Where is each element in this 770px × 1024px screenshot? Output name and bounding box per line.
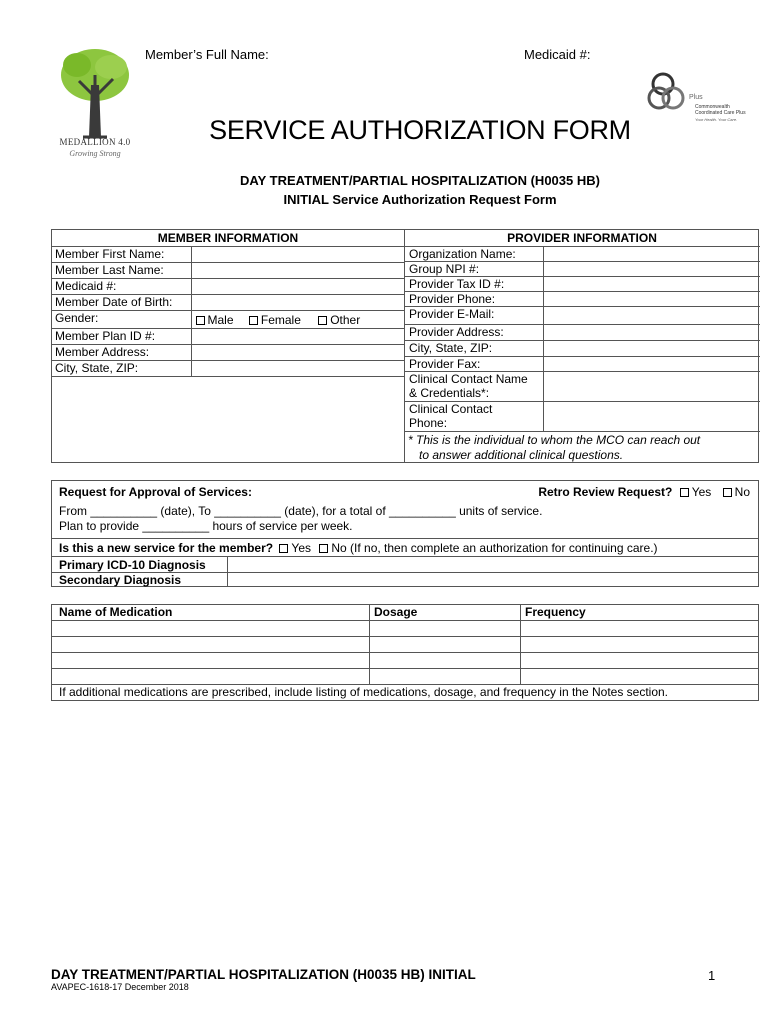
date-range-line[interactable]: From __________ (date), To __________ (date), for a total of __________ units of service. [59, 504, 543, 518]
provider-email-field[interactable] [544, 307, 761, 325]
medication-name-cell[interactable] [52, 621, 370, 637]
ccc-line2: Coordinated Care Plus [695, 110, 746, 116]
request-divider [52, 538, 758, 539]
member-dob-label: Member Date of Birth: [51, 295, 191, 311]
tax-id-label: Provider Tax ID #: [405, 277, 544, 292]
primary-dx-field[interactable] [228, 557, 758, 572]
page-title: SERVICE AUTHORIZATION FORM [209, 115, 631, 145]
member-last-name-field[interactable] [191, 263, 405, 279]
other-checkbox[interactable] [318, 316, 327, 325]
retro-review [538, 485, 750, 499]
retro-no-option[interactable]: No [723, 485, 750, 499]
hours-per-week-line[interactable]: Plan to provide __________ hours of service per week. [59, 519, 353, 533]
medication-name-header: Name of Medication [52, 605, 370, 621]
dosage-cell[interactable] [370, 653, 521, 669]
dosage-header: Dosage [370, 605, 521, 621]
member-dob-field[interactable] [191, 295, 405, 311]
provider-fax-field[interactable] [544, 357, 761, 372]
member-first-name-label: Member First Name: [51, 247, 191, 263]
provider-city-field[interactable] [544, 341, 761, 357]
frequency-header: Frequency [521, 605, 759, 621]
group-npi-label: Group NPI #: [405, 262, 544, 277]
retro-yes-option[interactable]: Yes [680, 485, 712, 499]
provider-phone-label: Provider Phone: [405, 292, 544, 307]
provider-fax-label: Provider Fax: [405, 357, 544, 372]
ccc-line3: Your Health. Your Care. [695, 117, 738, 122]
new-service-yes-checkbox[interactable] [279, 544, 288, 553]
clinical-contact-phone-field[interactable] [544, 402, 761, 432]
info-section [51, 229, 759, 463]
dosage-cell[interactable] [370, 637, 521, 653]
medication-name-cell[interactable] [52, 669, 370, 685]
member-last-name-label: Member Last Name: [51, 263, 191, 279]
provider-info-heading: PROVIDER INFORMATION [507, 231, 657, 245]
dosage-cell[interactable] [370, 669, 521, 685]
provider-email-label: Provider E-Mail: [405, 307, 544, 325]
new-service-no-checkbox[interactable] [319, 544, 328, 553]
provider-address-field[interactable] [544, 325, 761, 341]
member-gender-label: Gender: [51, 311, 191, 329]
clinical-contact-phone-label: Clinical Contact Phone: [405, 402, 544, 432]
retro-yes-checkbox[interactable] [680, 488, 689, 497]
ccc-line1: Commonwealth [695, 104, 730, 110]
member-plan-id-field[interactable] [191, 329, 405, 345]
org-name-field[interactable] [544, 247, 761, 262]
frequency-cell[interactable] [521, 653, 759, 669]
clinical-contact-name-label: Clinical Contact Name & Credentials*: [405, 372, 544, 402]
provider-address-label: Provider Address: [405, 325, 544, 341]
approval-label: Request for Approval of Services: [59, 485, 252, 499]
secondary-dx-field[interactable] [228, 573, 758, 586]
dosage-cell[interactable] [370, 621, 521, 637]
new-service-question: Is this a new service for the member? Yes No (If no, then complete an authorization for continuing care.) [59, 541, 658, 555]
member-address-field[interactable] [191, 345, 405, 361]
footer-title: DAY TREATMENT/PARTIAL HOSPITALIZATION (H0035 HB) INITIAL [51, 967, 476, 982]
medication-name-cell[interactable] [52, 637, 370, 653]
primary-dx-label: Primary ICD-10 Diagnosis [59, 558, 206, 572]
medications-note: If additional medications are prescribed, include listing of medications, dosage, and frequency in the Notes section. [52, 685, 759, 701]
medications-table [51, 604, 759, 701]
frequency-cell[interactable] [521, 621, 759, 637]
new-service-no-option[interactable]: No (If no, then complete an authorization for continuing care.) [319, 541, 657, 555]
medicaid-number-label: Medicaid #: [524, 47, 591, 62]
medallion-logo-tagline: Growing Strong [69, 149, 121, 158]
female-checkbox[interactable] [249, 316, 258, 325]
new-service-yes-option[interactable]: Yes [279, 541, 311, 555]
member-city-label: City, State, ZIP: [51, 361, 191, 377]
member-medicaid-label: Medicaid #: [51, 279, 191, 295]
medallion-logo [55, 45, 135, 165]
gender-female-option[interactable]: Female [249, 313, 301, 327]
group-npi-field[interactable] [544, 262, 761, 277]
member-plan-id-label: Member Plan ID #: [51, 329, 191, 345]
org-name-label: Organization Name: [405, 247, 544, 262]
member-city-field[interactable] [191, 361, 405, 377]
table-row [52, 637, 759, 653]
gender-other-option[interactable]: Other [318, 313, 360, 327]
member-first-name-field[interactable] [191, 247, 405, 263]
table-row [52, 621, 759, 637]
ccc-plus-text: Plus [689, 94, 703, 101]
page-number: 1 [708, 968, 716, 983]
table-row [52, 653, 759, 669]
member-medicaid-field[interactable] [191, 279, 405, 295]
member-full-name-label: Member’s Full Name: [145, 47, 269, 62]
frequency-cell[interactable] [521, 637, 759, 653]
provider-city-label: City, State, ZIP: [405, 341, 544, 357]
footer-code: AVAPEC-1618-17 December 2018 [51, 982, 189, 992]
tax-id-field[interactable] [544, 277, 761, 292]
ccc-rings-icon [645, 70, 693, 118]
page-subtitle-2: INITIAL Service Authorization Request Form [283, 192, 557, 207]
request-section [51, 480, 759, 587]
gender-male-option[interactable]: Male [196, 313, 234, 327]
retro-no-checkbox[interactable] [723, 488, 732, 497]
provider-phone-field[interactable] [544, 292, 761, 307]
medication-name-cell[interactable] [52, 653, 370, 669]
page-subtitle-1: DAY TREATMENT/PARTIAL HOSPITALIZATION (H0035 HB) [240, 173, 600, 188]
frequency-cell[interactable] [521, 669, 759, 685]
table-row [52, 669, 759, 685]
retro-review-label: Retro Review Request? [538, 485, 673, 499]
clinical-contact-note: * This is the individual to whom the MCO can reach out to answer additional clinical questions. [408, 433, 701, 462]
clinical-contact-name-field[interactable] [544, 372, 761, 402]
member-address-label: Member Address: [51, 345, 191, 361]
member-info-heading: MEMBER INFORMATION [157, 231, 299, 245]
medallion-logo-name: MEDALLION 4.0 [59, 137, 131, 147]
male-checkbox[interactable] [196, 316, 205, 325]
secondary-dx-label: Secondary Diagnosis [59, 573, 182, 587]
